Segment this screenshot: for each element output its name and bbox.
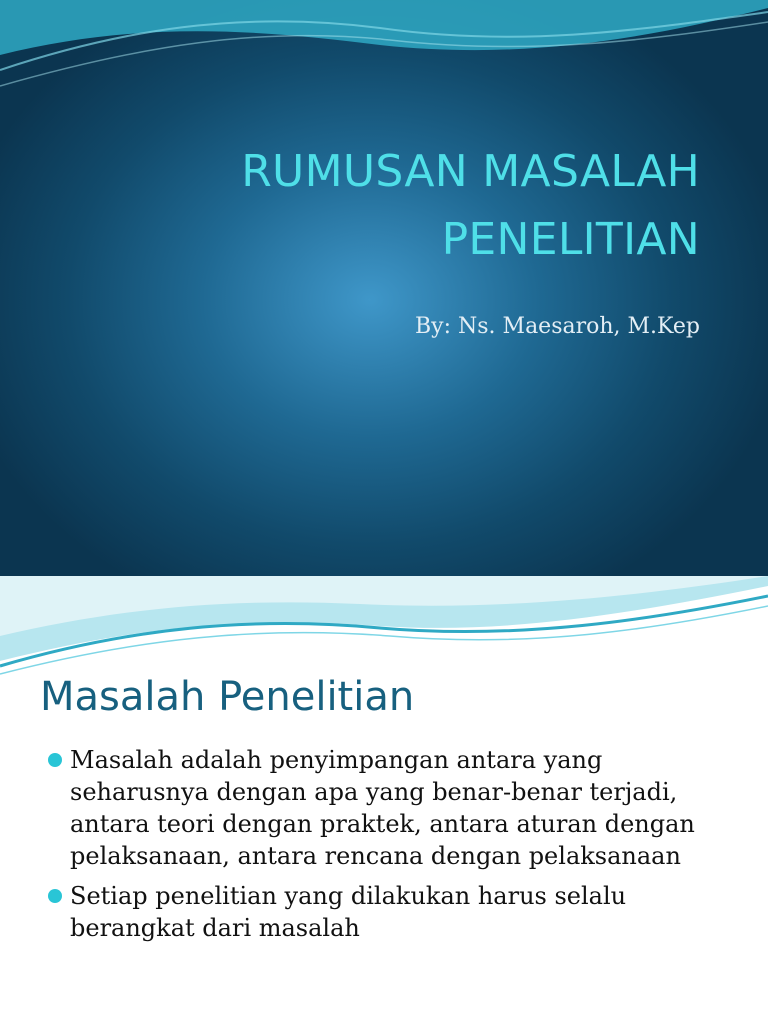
content-slide (0, 576, 768, 1024)
bullet-list (44, 744, 744, 952)
bullet-text: Masalah adalah penyimpangan antara yang seharusnya dengan apa yang benar-benar terjadi, antara teori dengan praktek, antara aturan dengan pelaksanaan, antara rencana dengan pelaksanaan (70, 746, 695, 870)
slide-title (80, 138, 700, 274)
list-item (44, 880, 744, 944)
list-item (44, 744, 744, 872)
title-line-2: PENELITIAN (441, 214, 700, 265)
slide-heading: Masalah Penelitian (40, 674, 415, 720)
slide-subtitle: By: Ns. Maesaroh, M.Kep (415, 314, 700, 339)
wave-decoration (0, 0, 768, 100)
bullet-dot-icon (48, 889, 62, 903)
wave-decoration (0, 576, 768, 686)
bullet-text: Setiap penelitian yang dilakukan harus selalu berangkat dari masalah (70, 882, 627, 942)
title-line-1: RUMUSAN MASALAH (241, 146, 700, 197)
bullet-dot-icon (48, 753, 62, 767)
